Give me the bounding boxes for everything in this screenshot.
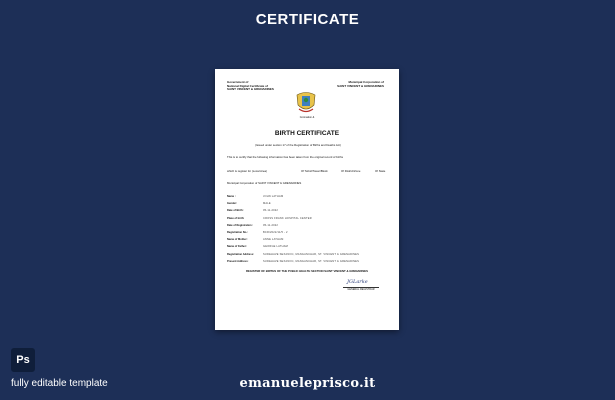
detail-value: ANNE LATHAM (263, 238, 284, 242)
state-line: Of State (375, 169, 386, 173)
detail-row (227, 207, 392, 214)
detail-value: JOHN LATHAM (263, 195, 284, 199)
detail-row (227, 229, 392, 236)
detail-value: SUDEHAVE SEXANOC, MANGANCHAR, ST. VINCENT & GRENADINES (263, 252, 360, 256)
detail-row (227, 243, 392, 250)
detail-row (227, 236, 392, 243)
certificate-document (215, 69, 399, 330)
crest-caption: Coronation & (299, 116, 315, 119)
detail-label: Registration Address: (227, 252, 254, 256)
detail-label: Date of Registration : (227, 223, 254, 227)
detail-row (227, 200, 392, 207)
detail-label: Gender: (227, 202, 237, 206)
detail-value: 05-11-2022 (263, 223, 279, 227)
brand-name: emanueleprisco.it (239, 376, 376, 391)
detail-value: SUDEHAVE SEXANOC, MANGANCHAR, ST. VINCENT & GRENADINES (263, 259, 360, 263)
registrar-title: REGISTER OF BIRTHS OF THE PUBLIC HEALTH SECTION SAINT VINCENT & GRENADINES (246, 269, 368, 273)
photoshop-icon: Ps (11, 348, 35, 372)
coat-of-arms-icon (295, 91, 317, 115)
header-right-line: SAINT VINCENT & GRENADINES (337, 83, 384, 88)
detail-value: MALE (263, 202, 271, 206)
header-right (337, 81, 384, 88)
detail-row (227, 251, 392, 258)
detail-label: Present Address: (227, 259, 249, 263)
document-title: BIRTH CERTIFICATE (274, 130, 340, 137)
tehsil-line: Of Tehsil/Tower/Block (301, 169, 328, 173)
signature-label: GENERAL REGISTRAR (347, 288, 375, 291)
detail-value: 05-11-2022 (263, 209, 279, 213)
detail-label: Place of birth: (227, 216, 245, 220)
page-title: CERTIFICATE (255, 11, 360, 28)
detail-value: GEORGE LATHAM (263, 245, 289, 249)
detail-value: BCR/2022/11/5 - 2 (263, 231, 288, 235)
detail-row (227, 258, 392, 265)
register-line: which is register for (Local Area) (227, 169, 267, 173)
detail-label: Date of Birth: (227, 209, 244, 213)
header-left-line: SAINT VINCENT & GRENADINES (227, 87, 274, 92)
tagline: fully editable template (11, 378, 108, 389)
detail-row (227, 222, 392, 229)
detail-label: Registration No.: (227, 231, 248, 235)
detail-label: Name : (227, 195, 236, 199)
municipal-line: Municipal Corporation of SAINT VINCENT & GRENADINES (227, 181, 302, 185)
signature: JGLarke (347, 279, 368, 285)
district-line: Of District/Zone (341, 169, 361, 173)
header-left (227, 81, 274, 92)
detail-row (227, 215, 392, 222)
details-table (227, 193, 392, 265)
detail-label: Name of Father: (227, 245, 247, 249)
header-left-line: National Digital Certificate of (227, 83, 269, 88)
header-left-line: Government of (227, 80, 249, 84)
header-right-line: Municipal Corporation of (348, 80, 384, 84)
detail-row (227, 193, 392, 200)
detail-label: Name of Mother: (227, 238, 248, 242)
issued-line: (Issued under section 17 of the Registration of Births and Deaths Act) (255, 143, 341, 147)
certify-line: This is to certify that the following information has been taken from the original record of births (227, 155, 343, 159)
detail-value: CROSS FRANK HOSPITAL CENTER (263, 216, 312, 220)
